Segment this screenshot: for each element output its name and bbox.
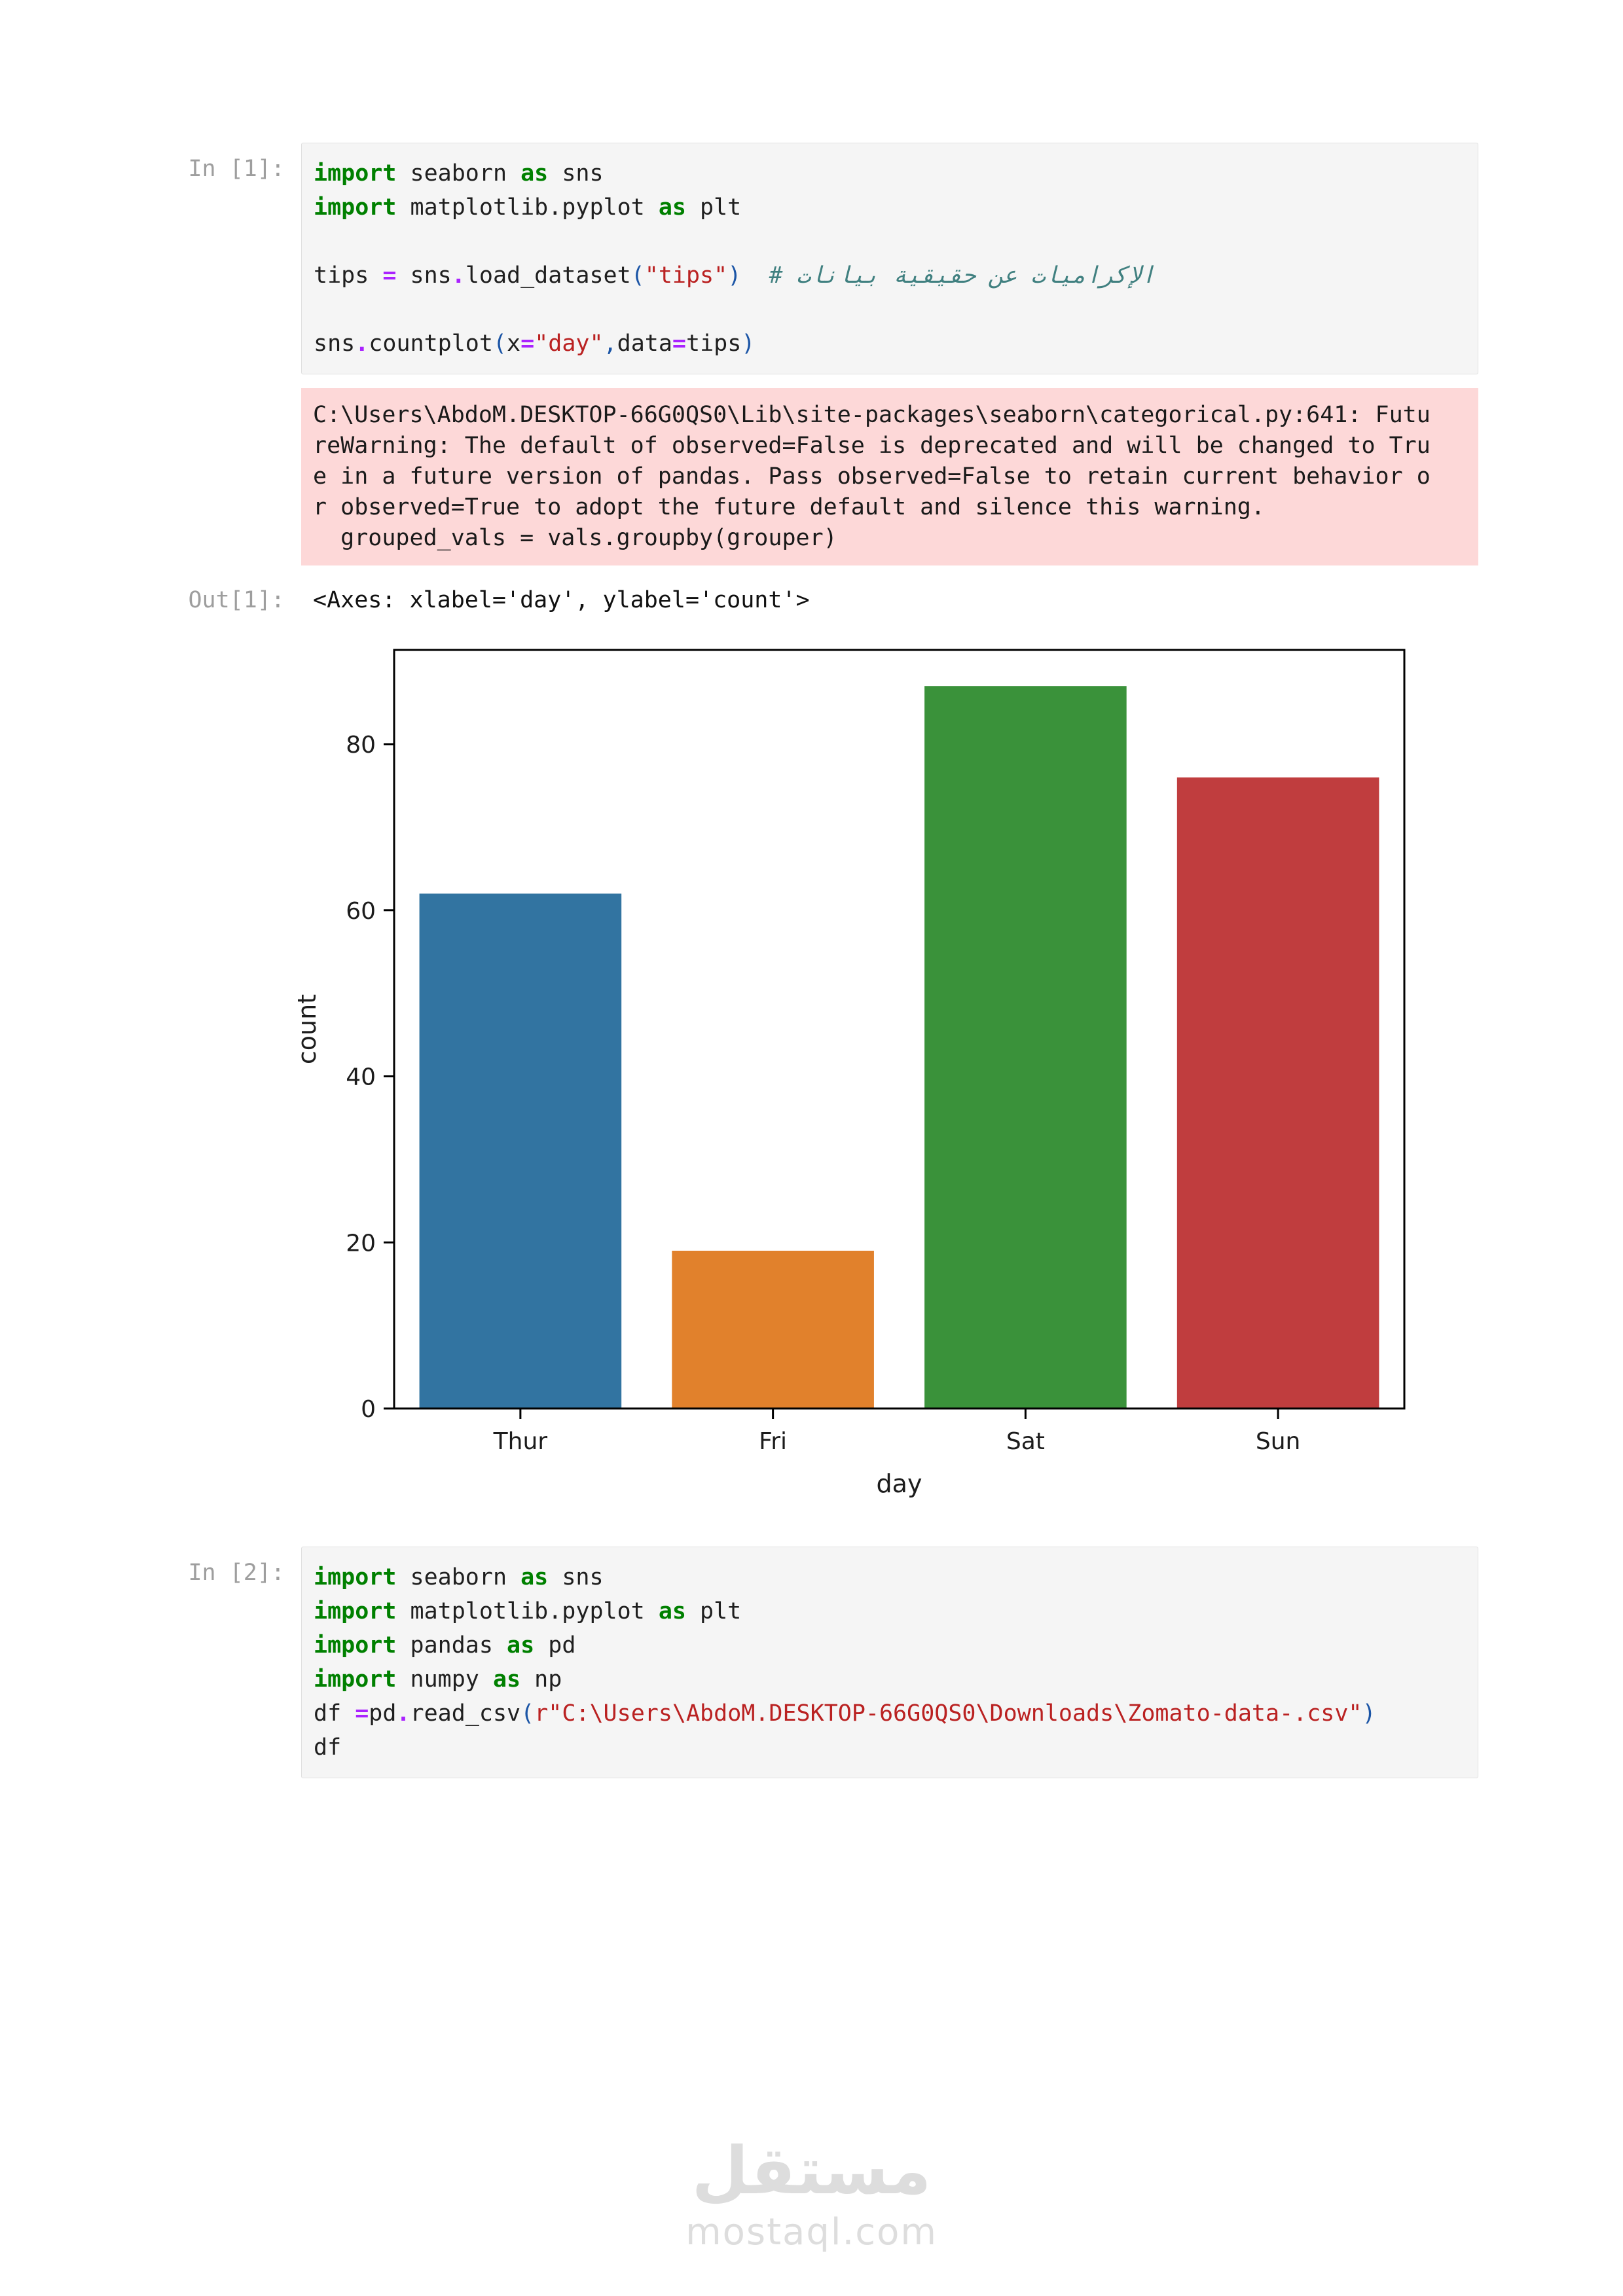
code-line: sns.countplot(x="day",data=tips) xyxy=(314,331,756,357)
code-line: import seaborn as sns xyxy=(314,1564,604,1590)
x-tick-label: Sun xyxy=(1255,1428,1301,1455)
stderr-line: reWarning: The default of observed=False is deprecated and will be changed to Tru xyxy=(313,433,1431,459)
stderr-line: grouped_vals = vals.groupby(grouper) xyxy=(313,525,837,551)
countplot-figure xyxy=(282,619,1447,1528)
y-tick-label: 0 xyxy=(361,1396,376,1423)
x-tick-label: Thur xyxy=(493,1428,548,1455)
bar-sat xyxy=(924,686,1127,1408)
cell-1-stderr-output xyxy=(301,388,1478,565)
code-line: import matplotlib.pyplot as plt xyxy=(314,1598,742,1624)
code-line: import numpy as np xyxy=(314,1666,562,1693)
code-line: df xyxy=(314,1734,342,1761)
cell-2-code-area[interactable] xyxy=(301,1547,1478,1778)
code-line: import matplotlib.pyplot as plt xyxy=(314,194,742,221)
bar-thur xyxy=(420,893,622,1408)
bar-sun xyxy=(1177,778,1379,1408)
bar-fri xyxy=(672,1251,874,1408)
y-tick-label: 40 xyxy=(346,1064,376,1091)
x-axis-label: day xyxy=(876,1469,922,1498)
y-axis-label: count xyxy=(293,994,321,1065)
cell-2-input-prompt: In [2]: xyxy=(188,1560,285,1586)
watermark-domain: mostaql.com xyxy=(685,2211,938,2253)
cell-1-output-prompt: Out[1]: xyxy=(188,587,285,613)
watermark xyxy=(0,2132,1623,2253)
code-line xyxy=(314,224,1466,259)
code-line: tips = sns.load_dataset("tips") # بيانات‎ حقيقية‎ عن‎ الإكراميات xyxy=(314,262,1156,289)
code-line: import seaborn as sns xyxy=(314,160,604,187)
x-tick-label: Fri xyxy=(759,1428,788,1455)
cell-1-code-area[interactable] xyxy=(301,143,1478,374)
stderr-line: r observed=True to adopt the future default and silence this warning. xyxy=(313,494,1265,520)
x-tick-label: Sat xyxy=(1006,1428,1045,1455)
code-line xyxy=(314,293,1466,327)
code-line: import pandas as pd xyxy=(314,1632,576,1659)
y-tick-label: 80 xyxy=(346,732,376,759)
cell-1-input-prompt: In [1]: xyxy=(188,156,285,182)
y-tick-label: 20 xyxy=(346,1230,376,1257)
watermark-logo: مستقل xyxy=(691,2132,932,2209)
code-line: df =pd.read_csv(r"C:\Users\AbdoM.DESKTOP-66G0QS0\Downloads\Zomato-data-.csv") xyxy=(314,1700,1376,1727)
stderr-line: e in a future version of pandas. Pass observed=False to retain current behavior o xyxy=(313,463,1431,490)
stderr-line: C:\Users\AbdoM.DESKTOP-66G0QS0\Lib\site-packages\seaborn\categorical.py:641: Futu xyxy=(313,402,1431,428)
y-tick-label: 60 xyxy=(346,897,376,925)
cell-1-output-text: <Axes: xlabel='day', ylabel='count'> xyxy=(313,587,810,613)
